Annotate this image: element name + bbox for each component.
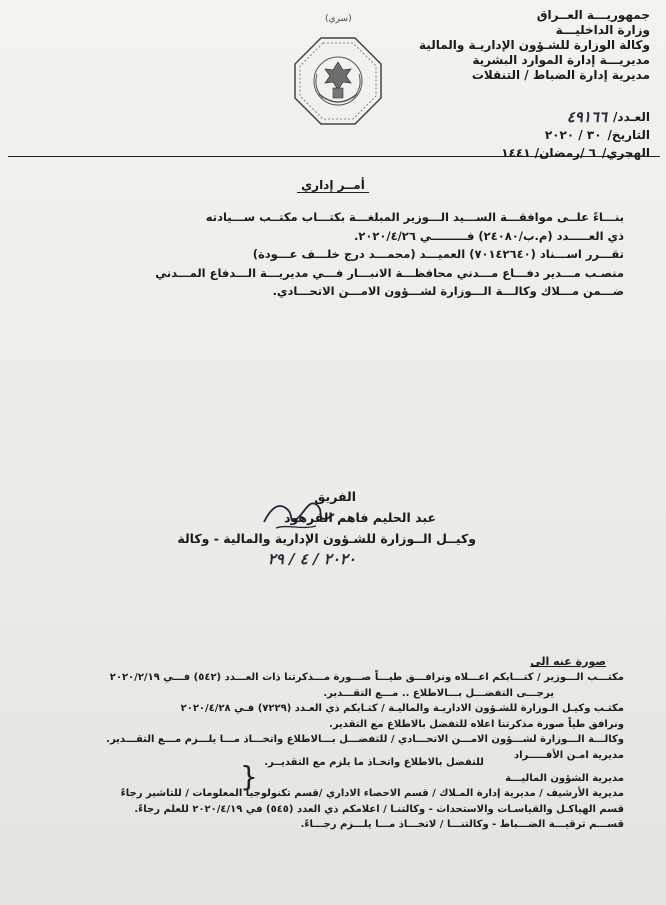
cc-line: وكالـــة الـــوزارة لشـــؤون الامـــن الاتحـــادي / للتفضـــل بـــالاطلاع واتخـــاذ مـــا يلـــزم مـــع التقـــدير. bbox=[106, 734, 624, 746]
cc-line: يرجـــى التفضـــل بـــالاطلاع .. مـــع التقـــدير. bbox=[323, 687, 554, 699]
cc-heading: صورة عنه الى bbox=[530, 655, 606, 668]
cc-line: مكتـــب الـــوزير / كتـــابكم اعـــلاه ونرافـــق طيـــاً صـــورة مـــذكرتنا ذات العـــدد (٥٤٢) فـــي ٢٠٢٠/٢/١٩ bbox=[109, 672, 624, 683]
letterhead-ministry: وزارة الداخليـــة bbox=[555, 23, 650, 37]
signature-block bbox=[116, 486, 476, 570]
document-title-text: أمــر إداري bbox=[297, 178, 369, 193]
order-body-line: ذي العـــــدد (م.ب/٢٤٠٨٠) فـــــــــي ٢٠٢٠/٤/٢٦. bbox=[353, 228, 624, 243]
hijri-label: الهجري/ bbox=[601, 146, 650, 160]
cc-line: ونرافق طياً صورة مذكرتنا اعلاه للتفضل بالاطلاع مع التقدير. bbox=[329, 718, 624, 730]
brace-mark: } bbox=[240, 760, 258, 793]
date-value: ٣٠ / ٢٠٢٠ bbox=[544, 128, 602, 142]
order-body bbox=[39, 208, 624, 301]
cc-line: مكتـب وكيـل الـوزارة للشـؤون الاداريـة والماليـة / كتـابكم ذي العـدد (٧٢٢٩) فـي ٢٠٢٠/٤/٢٨ bbox=[180, 703, 624, 715]
order-body-line: بنـــاءً علــى موافقـــة الســـيد الـــوزير المبلغـــة بكتـــاب مكتــب ســـيادته bbox=[205, 210, 624, 224]
signatory-rank: الفريق bbox=[314, 489, 356, 504]
letterhead bbox=[365, 8, 650, 83]
letterhead-directorate: مديريـــة إدارة الموارد البشرية bbox=[472, 53, 650, 67]
letterhead-country: جمهوريـــة العــراق bbox=[536, 8, 650, 22]
order-body-line: منصـب مـــدير دفـــاع مـــدني محافظـــة الانبـــار فـــي مديريـــة الـــدفاع المـــدني bbox=[155, 265, 624, 280]
cc-directorate-personnel: مديرية امـن الأفـــــراد bbox=[513, 749, 624, 761]
hijri-value: ٦ /رمضان/ ١٤٤١ bbox=[501, 146, 596, 160]
signatory-name: عبد الحليم فاهم الفرهود bbox=[284, 510, 436, 525]
secret-label: (سري) bbox=[325, 14, 352, 24]
cc-list bbox=[24, 670, 624, 833]
document-title bbox=[0, 178, 666, 192]
cc-line bbox=[24, 748, 624, 771]
signature-date: ٢٠٢٠ / ٤ / ٢٩ bbox=[267, 550, 356, 568]
cc-shared-note: للتفضل بالاطلاع واتخـاذ ما يلزم مع التقديــر. bbox=[264, 756, 484, 768]
reference-hijri-row bbox=[350, 144, 650, 162]
letterhead-department: مديرية إدارة الضباط / التنقلات bbox=[471, 68, 650, 82]
date-label: التاريخ/ bbox=[607, 128, 650, 142]
cc-line: مديرية الشؤون الماليـــة bbox=[505, 772, 624, 784]
cc-line: قســـم ترقيـــة الضـــباط - وكالتنـــا / لاتخـــاذ مـــا يلـــزم رجـــاءً. bbox=[300, 819, 624, 831]
cc-line: مديرية الأرشيف / مديرية إدارة المـلاك / قسم الاحصاء الاداري /قسم تكنولوجيا المعلومات / للتاشير رجاءً bbox=[120, 788, 624, 800]
order-body-line: ضـــمن مـــلاك وكالـــة الـــوزارة لشـــؤون الامـــن الاتحـــادي. bbox=[272, 284, 624, 298]
reference-block bbox=[350, 108, 650, 162]
cc-line: قسم الهياكـل والقياسـات والاستحداث - وكالتنـا / اعلامكم ذي العدد (٥٤٥) في ٢٠٢٠/٤/١٩ للعلم رجاءً. bbox=[134, 803, 624, 815]
reference-number-row bbox=[350, 108, 650, 126]
header-divider bbox=[8, 156, 660, 157]
signatory-position: وكيــل الــوزارة للشـؤون الإدارية والمالية - وكالة bbox=[177, 531, 476, 546]
number-label: العـدد/ bbox=[613, 110, 650, 124]
order-body-line: تقـــرر اســـناد (٧٠١٤٢٦٤٠) العميـــد (محمـــد درج خلـــف عـــودة) bbox=[252, 247, 624, 261]
reference-date-row bbox=[350, 126, 650, 144]
letterhead-agency: وكالة الوزارة للشـؤون الإداريـة والمالية bbox=[419, 38, 650, 52]
number-value: ٤٩١٦٦ bbox=[566, 108, 608, 126]
